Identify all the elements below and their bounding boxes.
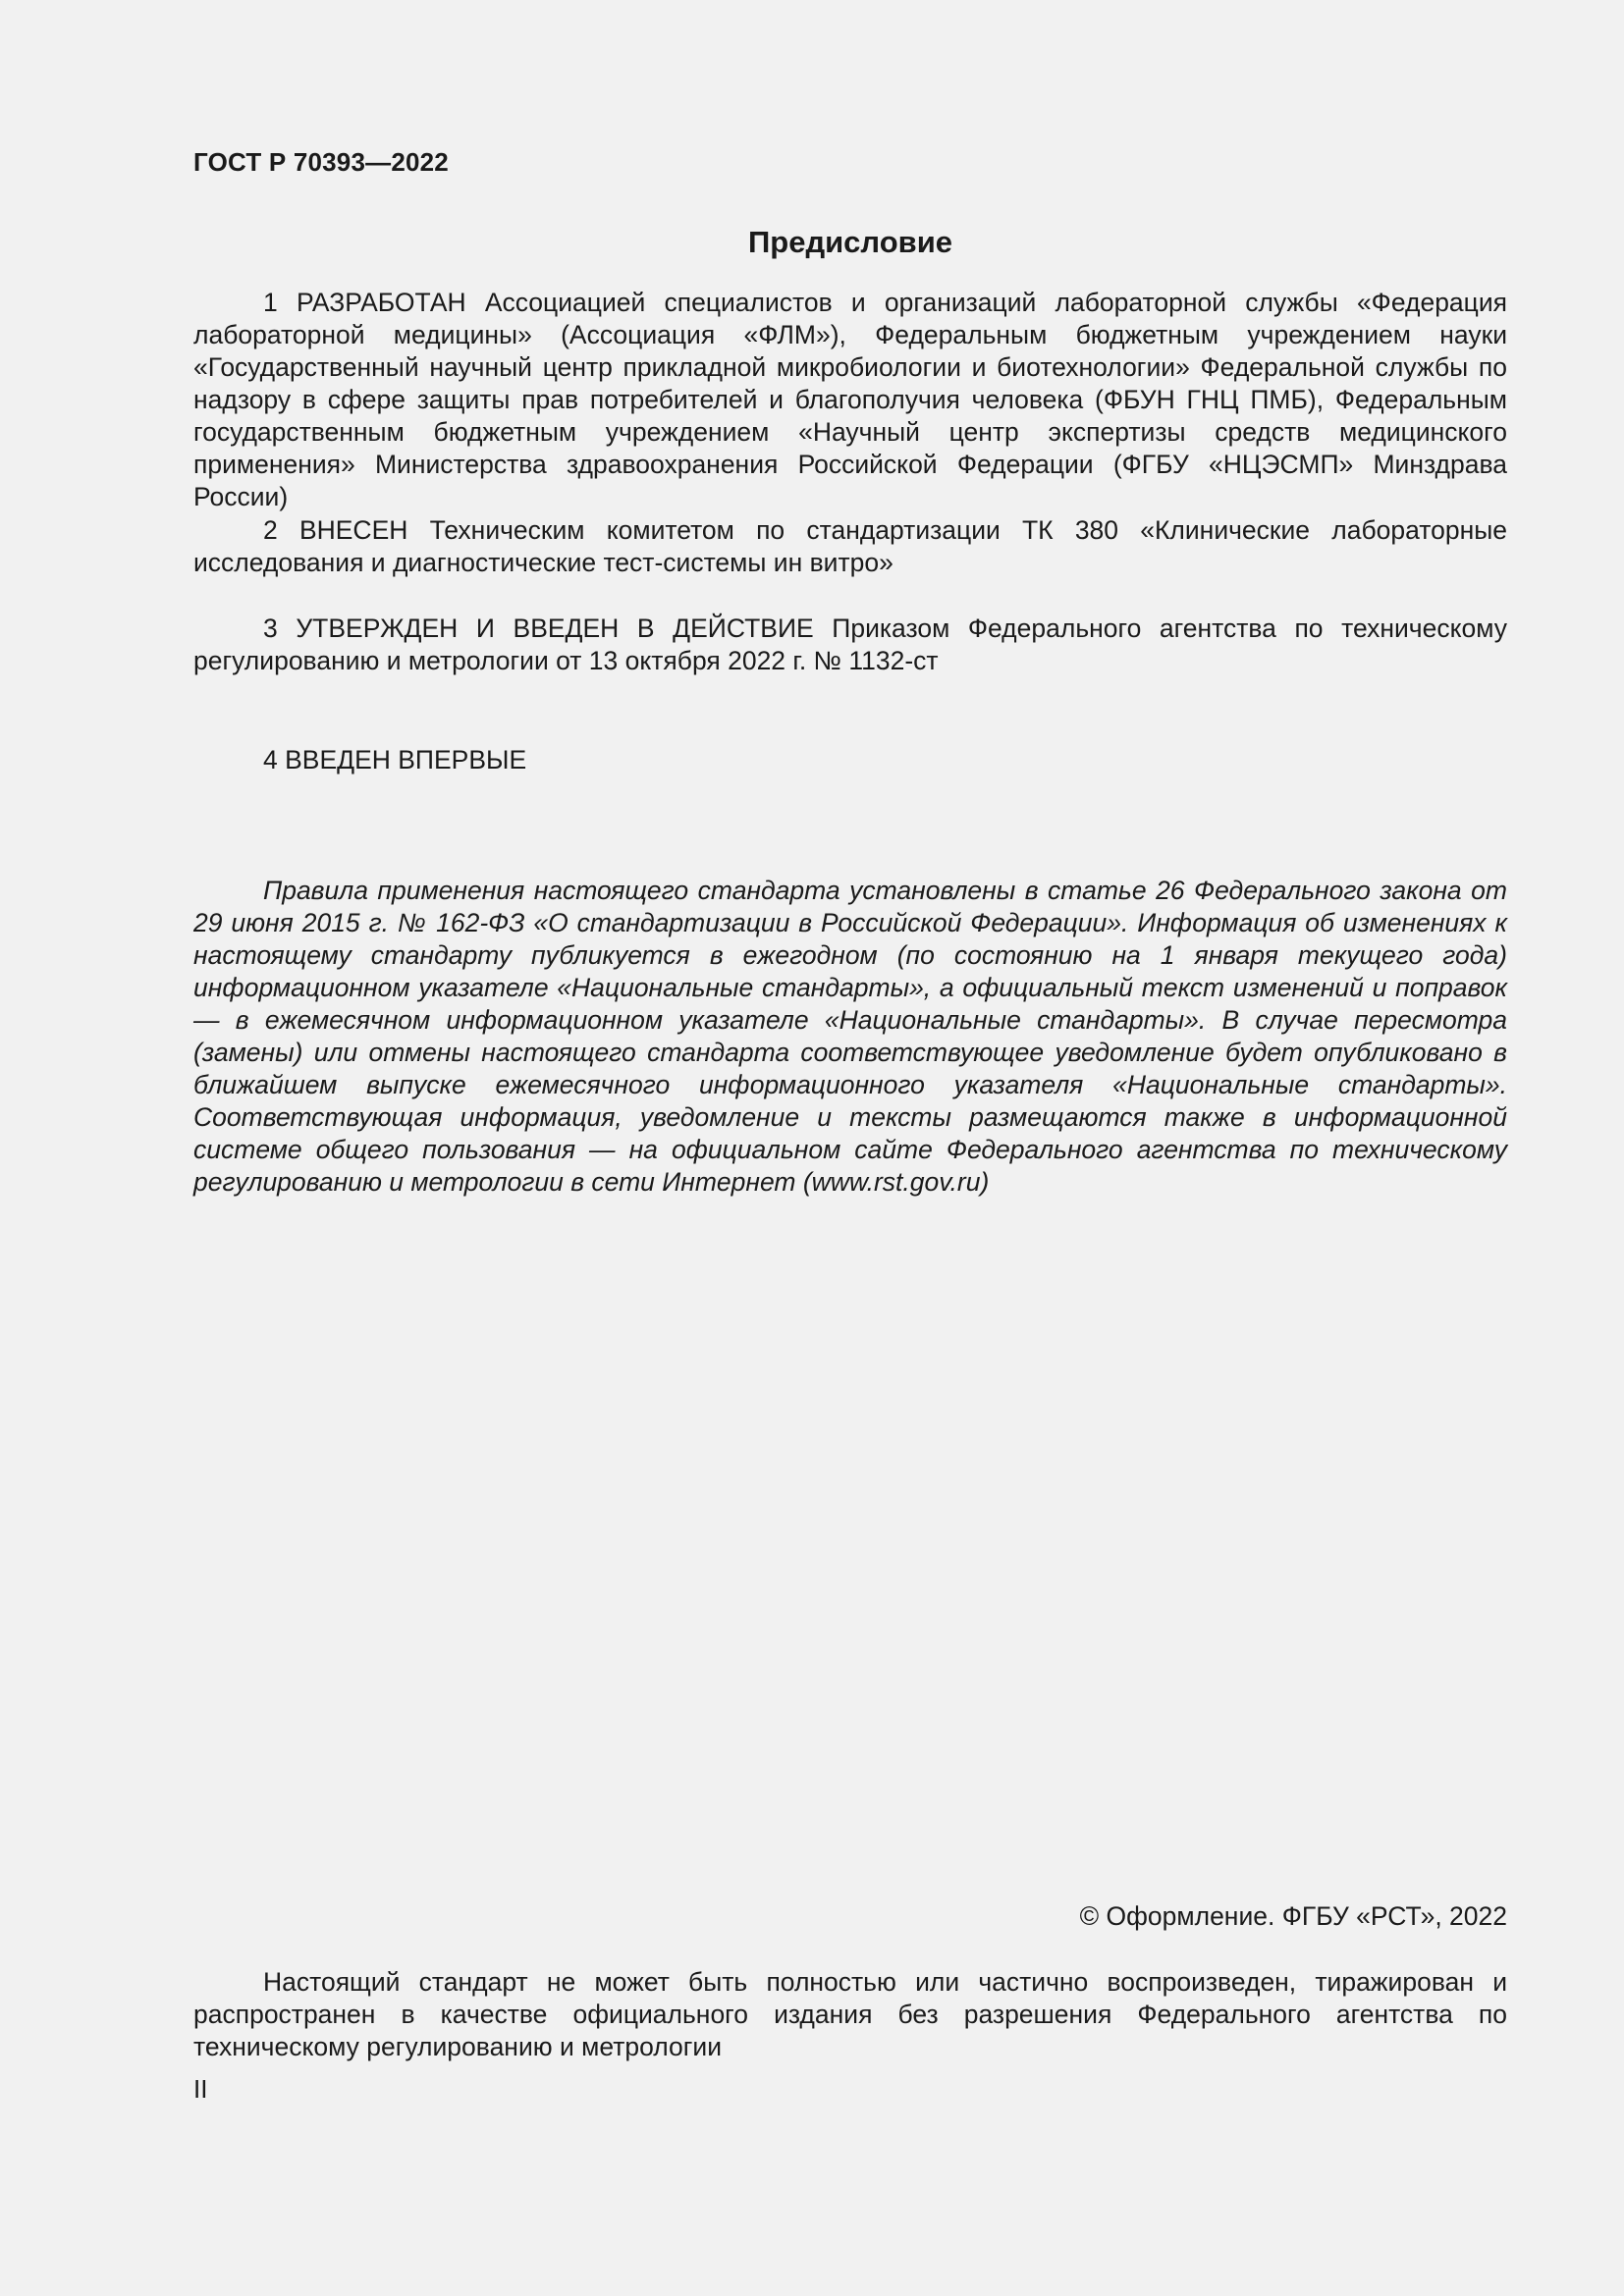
paragraph-reproduction-notice: Настоящий стандарт не может быть полностью или частично воспроизведен, тиражирован и распространен в качестве официального издания без разрешения Федерального агентства по техническому регулированию и метрологии <box>193 1967 1507 2061</box>
page-title: Предисловие <box>747 225 952 259</box>
page-number: II <box>193 2074 208 2104</box>
paragraph-application-rules: Правила применения настоящего стандарта установлены в статье 26 Федерального закона от 29 июня 2015 г. № 162-ФЗ «О стандартизации в Российской Федерации». Информация об изменениях к настоящему стандарту публикуется в ежегодном (по состоянию на 1 января текущего года) информационном указателе «Национальные стандарты», а официальный текст изменений и поправок — в ежемесячном информационном указателе «Национальные стандарты». В случае пересмотра (замены) или отмены настоящего стандарта соответствующее уведомление будет опубликовано в ближайшем выпуске ежемесячного информационного указателя «Национальные стандарты». Соответствующая информация, уведомление и тексты размещаются также в информационной системе общего пользования — на официальном сайте Федерального агентства по техническому регулированию и метрологии в сети Интернет (www.rst.gov.ru) <box>193 876 1507 1197</box>
paragraph-introduced-by: 2 ВНЕСЕН Техническим комитетом по стандартизации ТК 380 «Клинические лабораторные исследования и диагностические тест-системы ин витро» <box>193 515 1507 577</box>
document-id-header: ГОСТ Р 70393—2022 <box>193 147 449 177</box>
paragraph-introduced-first-time: 4 ВВЕДЕН ВПЕРВЫЕ <box>263 745 527 774</box>
copyright-notice: © Оформление. ФГБУ «РСТ», 2022 <box>1079 1901 1507 1931</box>
paragraph-developed-by: 1 РАЗРАБОТАН Ассоциацией специалистов и организаций лабораторной службы «Федерация лабораторной медицины» (Ассоциация «ФЛМ»), Федеральным бюджетным учреждением науки «Государственный научный центр прикладной микробиологии и биотехнологии» Федеральной службы по надзору в сфере защиты прав потребителей и благополучия человека (ФБУН ГНЦ ПМБ), Федеральным государственным бюджетным учреждением «Научный центр экспертизы средств медицинского применения» Министерства здравоохранения Российской Федерации (ФГБУ «НЦЭСМП» Минздрава России) <box>193 288 1507 511</box>
paragraph-approved: 3 УТВЕРЖДЕН И ВВЕДЕН В ДЕЙСТВИЕ Приказом Федерального агентства по техническому регулированию и метрологии от 13 октября 2022 г. № 1132-ст <box>193 614 1507 675</box>
